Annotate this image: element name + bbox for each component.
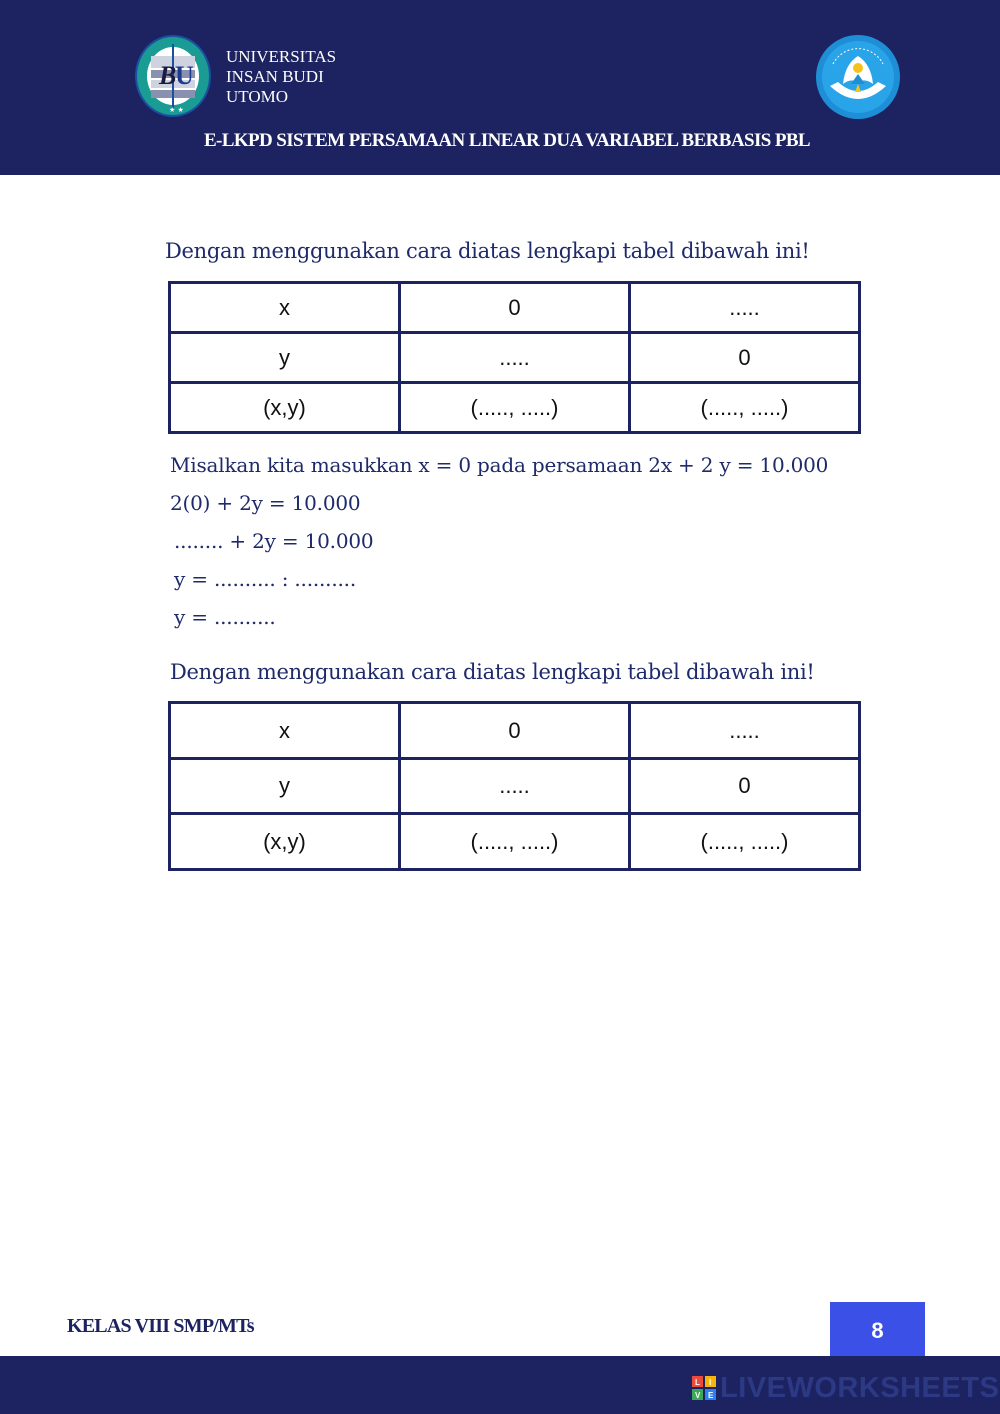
table-cell: y	[170, 333, 400, 383]
worked-step-1: Misalkan kita masukkan x = 0 pada persamaan 2x + 2 y = 10.000	[170, 453, 829, 477]
table-row	[170, 333, 860, 383]
table-input-cell[interactable]: .....	[400, 759, 630, 814]
worked-step-5[interactable]: y = ..........	[174, 605, 276, 629]
table-row	[170, 759, 860, 814]
coordinate-table-2	[168, 701, 861, 871]
table-cell: y	[170, 759, 400, 814]
table-cell: 0	[630, 333, 860, 383]
table-row	[170, 283, 860, 333]
tut-wuri-handayani-logo-icon	[815, 34, 901, 120]
document-title: E-LKPD SISTEM PERSAMAAN LINEAR DUA VARIABEL BERBASIS PBL	[203, 130, 811, 151]
table-input-cell[interactable]: .....	[630, 283, 860, 333]
table-input-cell[interactable]: (....., .....)	[630, 814, 860, 870]
table-cell: x	[170, 703, 400, 759]
page-number: 8	[830, 1302, 925, 1356]
table-cell: x	[170, 283, 400, 333]
table-cell: 0	[400, 283, 630, 333]
table-row	[170, 383, 860, 433]
worked-step-3[interactable]: ........ + 2y = 10.000	[174, 529, 374, 553]
logo-letter: L	[695, 1378, 700, 1387]
page-header	[0, 0, 1000, 175]
instruction-2: Dengan menggunakan cara diatas lengkapi tabel dibawah ini!	[170, 660, 815, 684]
university-name	[226, 47, 336, 107]
svg-text:★ ★: ★ ★	[169, 106, 184, 114]
table-cell: (x,y)	[170, 814, 400, 870]
table-cell: (x,y)	[170, 383, 400, 433]
worked-step-4[interactable]: y = .......... : ..........	[174, 567, 356, 591]
worked-step-2: 2(0) + 2y = 10.000	[170, 491, 361, 515]
table-input-cell[interactable]: .....	[400, 333, 630, 383]
table-row	[170, 814, 860, 870]
class-label: KELAS VIII SMP/MTs	[67, 1315, 254, 1337]
university-logo-icon	[133, 34, 213, 118]
university-name-line-1: UNIVERSITAS	[226, 47, 337, 66]
instruction-1: Dengan menggunakan cara diatas lengkapi tabel dibawah ini!	[165, 239, 810, 263]
table-cell: 0	[630, 759, 860, 814]
logo-letter: E	[708, 1391, 714, 1400]
table-input-cell[interactable]: (....., .....)	[400, 814, 630, 870]
university-name-line-3: UTOMO	[226, 87, 289, 106]
table-input-cell[interactable]: (....., .....)	[400, 383, 630, 433]
table-input-cell[interactable]: (....., .....)	[630, 383, 860, 433]
logo-letter: V	[695, 1391, 701, 1400]
university-name-line-2: INSAN BUDI	[226, 67, 324, 86]
watermark-text: LIVEWORKSHEETS	[720, 1372, 1000, 1404]
table-cell: 0	[400, 703, 630, 759]
table-input-cell[interactable]: .....	[630, 703, 860, 759]
liveworksheets-logo-icon	[692, 1376, 716, 1400]
coordinate-table-1	[168, 281, 861, 434]
svg-text:U: U	[175, 61, 194, 90]
table-row	[170, 703, 860, 759]
logo-letter: I	[709, 1378, 712, 1387]
svg-text:B: B	[159, 61, 177, 90]
